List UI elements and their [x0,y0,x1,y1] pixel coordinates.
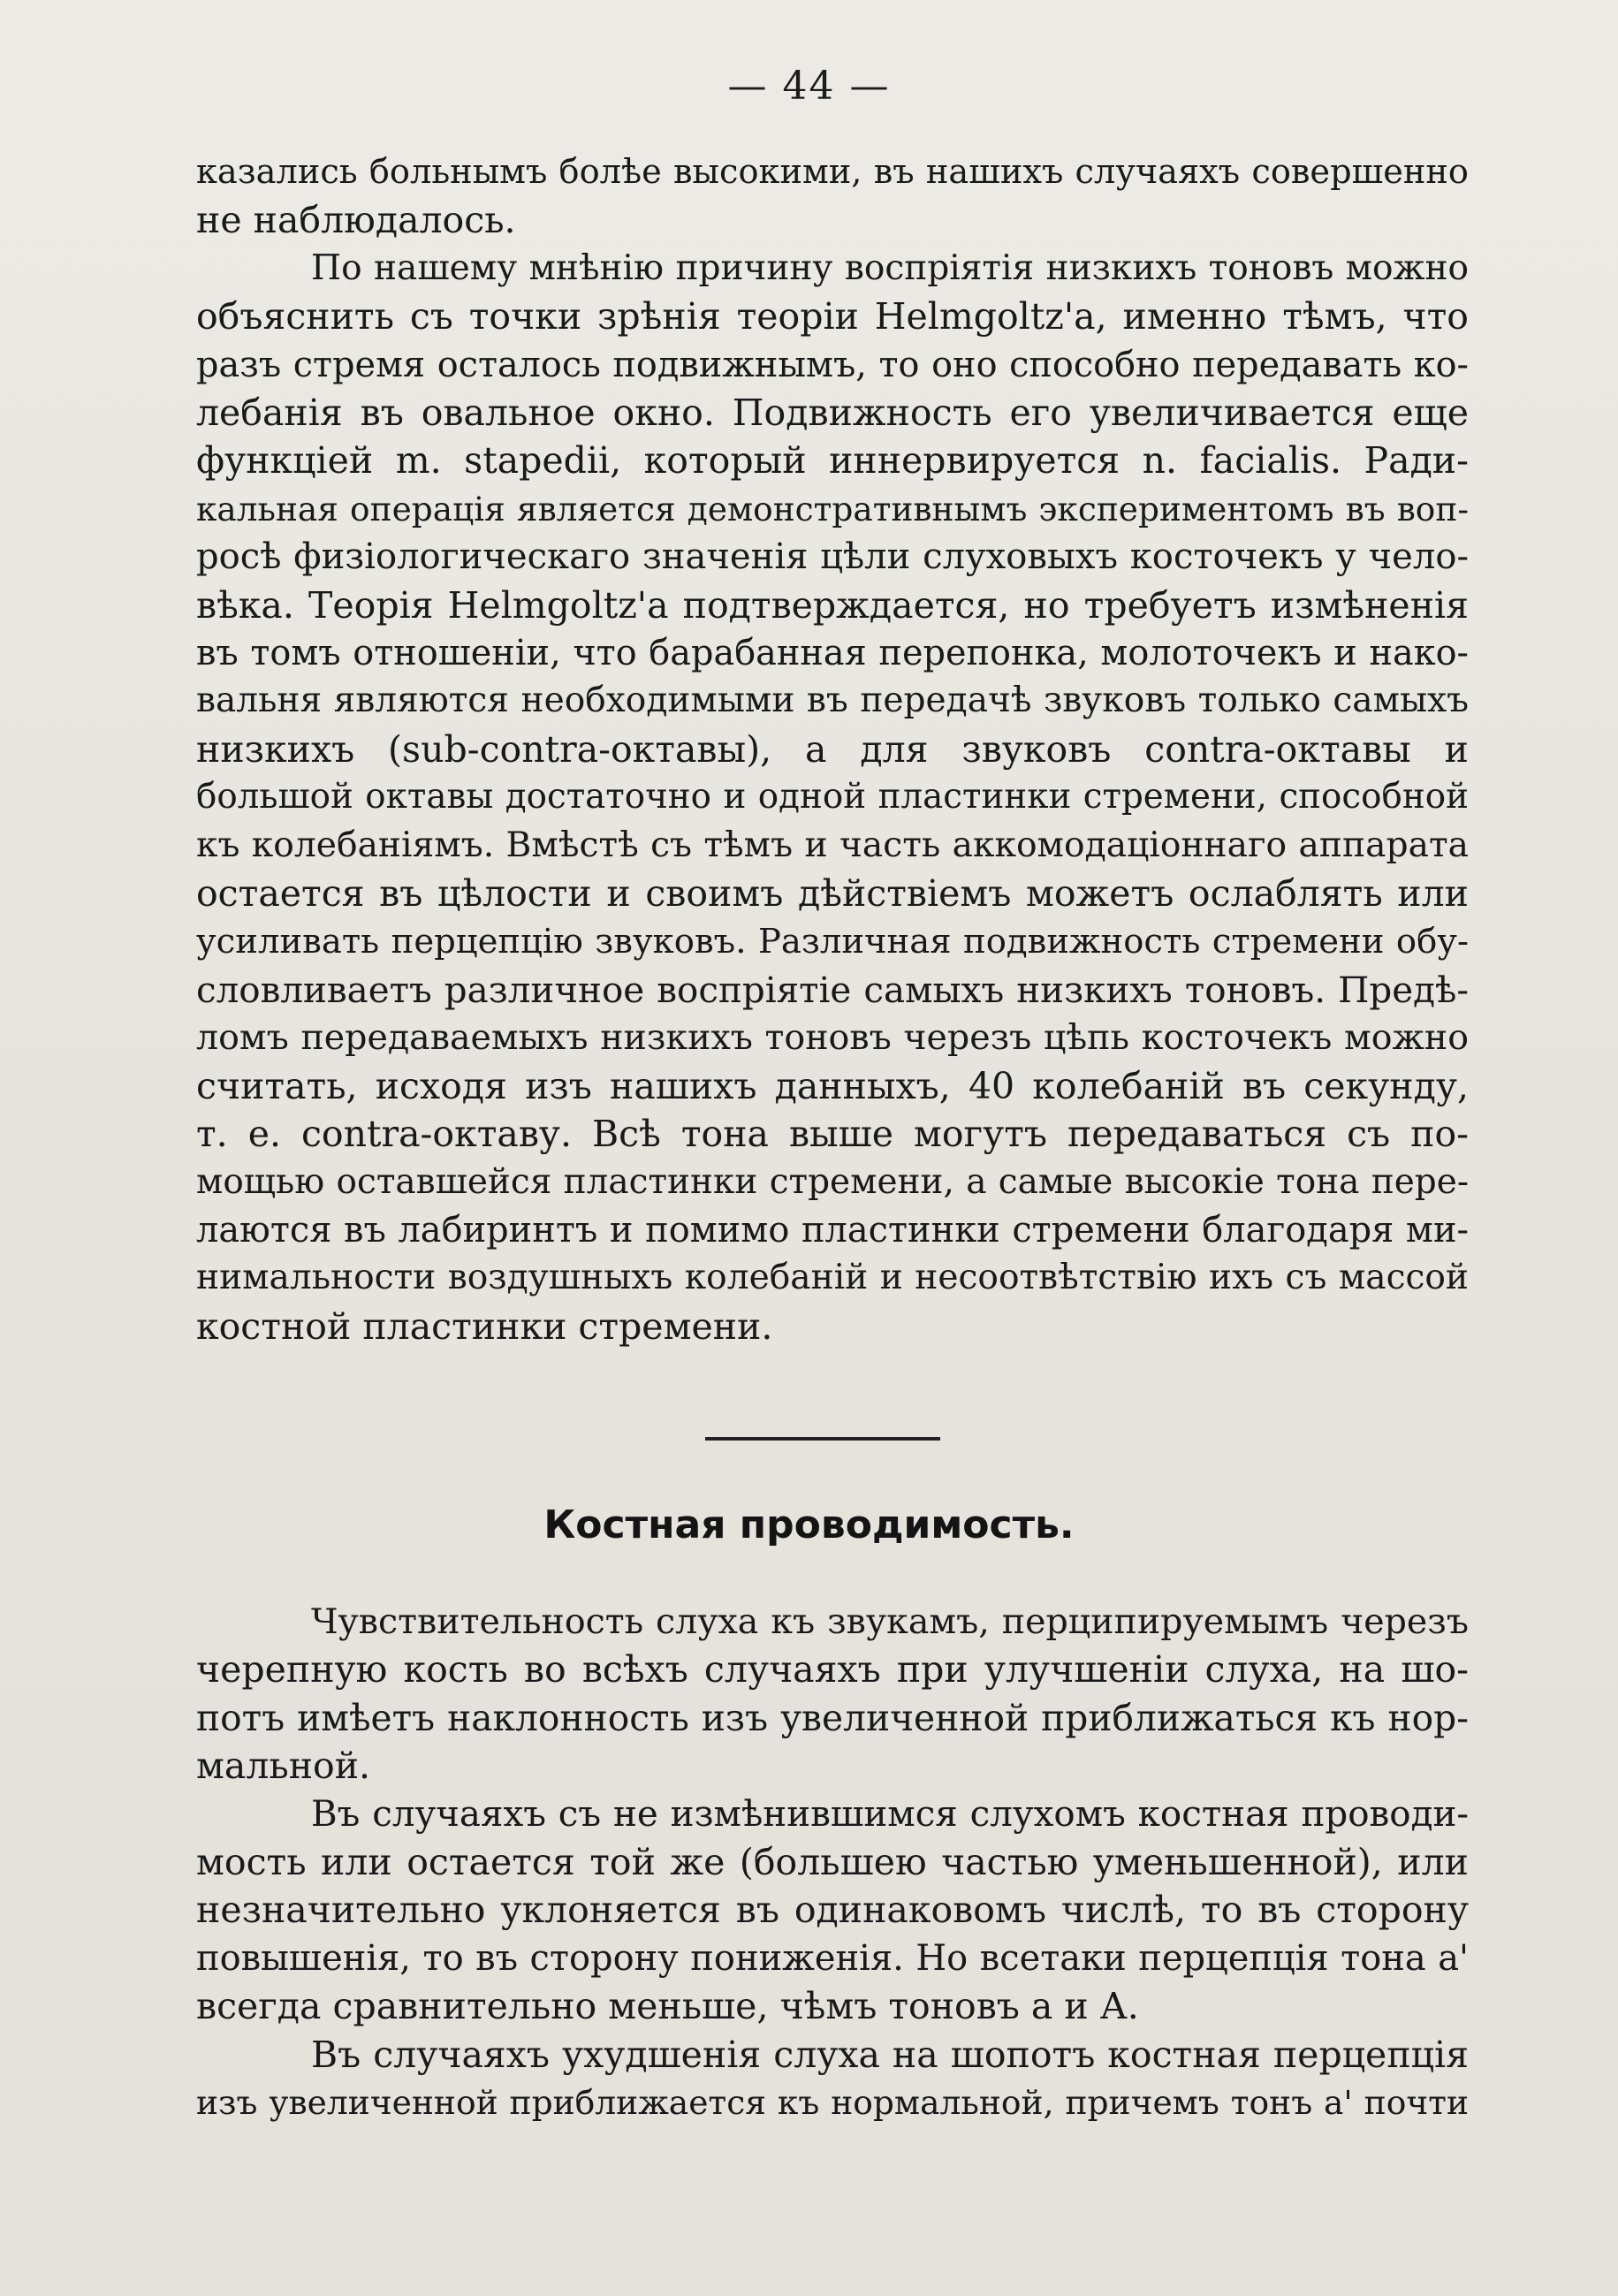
text-line: лаются въ лабиринтъ и помимо пластинки стремени благодаря ми- [196,1209,1469,1251]
text-line: вѣка. Теорія Helmgoltz'а подтверждается, но требуетъ измѣненія [196,583,1469,627]
text-line: Въ случаяхъ съ не измѣнившимся слухомъ костная проводи- [311,1792,1469,1835]
text-line: изъ увеличенной приближается къ нормальной, причемъ тонъ а' почти [196,2083,1469,2123]
text-line: мальной. [196,1745,371,1788]
body-text-section-1 [196,148,1469,1350]
text-line: въ томъ отношеніи, что барабанная перепонка, молоточекъ и нако- [196,633,1469,674]
text-line: потъ имѣетъ наклонность изъ увеличенной приближаться къ нор- [196,1696,1469,1739]
text-line: объяснить съ точки зрѣнія теоріи Helmgoltz'а, именно тѣмъ, что [196,295,1469,338]
text-line: вальня являются необходимыми въ передачѣ звуковъ только самыхъ [196,680,1469,721]
text-line: росѣ физіологическаго значенія цѣли слуховыхъ косточекъ у чело- [196,536,1469,578]
text-line: костной пластинки стремени. [196,1304,773,1348]
text-line: мощью оставшейся пластинки стремени, а самые высокіе тона пере- [196,1161,1469,1202]
text-line: словливаетъ различное воспріятіе самыхъ низкихъ тоновъ. Предѣ- [196,968,1469,1011]
text-line: казались больнымъ болѣе высокими, въ нашихъ случаяхъ совершенно [196,152,1469,192]
text-line: функціей m. stapedii, который иннервируется n. facialis. Ради- [196,439,1469,483]
page-number: — 44 — [727,64,891,109]
text-line: ломъ передаваемыхъ низкихъ тоновъ черезъ цѣпь косточекъ можно [196,1017,1469,1059]
text-line: большой октавы достаточно и одной пластинки стремени, способной [196,777,1469,817]
text-line: считать, исходя изъ нашихъ данныхъ, 40 колебаній въ секунду, [196,1064,1469,1107]
text-line: разъ стремя осталось подвижнымъ, то оно способно передавать ко- [196,344,1469,385]
text-line: повышенія, то въ сторону пониженія. Но всетаки перцепція тона а' [196,1937,1469,1979]
body-text-section-2 [196,1598,1469,2126]
text-line: нимальности воздушныхъ колебаній и несоотвѣтствію ихъ съ массой [196,1258,1469,1298]
text-line: не наблюдалось. [196,199,516,242]
text-line: черепную кость во всѣхъ случаяхъ при улучшеніи слуха, на шо- [196,1648,1469,1692]
text-line: остается въ цѣлости и своимъ дѣйствіемъ можетъ ослаблять или [196,872,1469,916]
section-divider [705,1437,940,1441]
section-heading: Костная проводимость. [543,1502,1075,1547]
text-line: По нашему мнѣнію причину воспріятія низкихъ тоновъ можно [311,247,1469,288]
text-line: т. е. contra-октаву. Всѣ тона выше могутъ передаваться съ по- [196,1113,1469,1156]
text-line: Чувствительность слуха къ звукамъ, перципируемымъ черезъ [311,1601,1469,1642]
text-line: низкихъ (sub-contra-октавы), а для звуковъ contra-октавы и [196,727,1469,771]
text-line: незначительно уклоняется въ одинаковомъ числѣ, то въ сторону [196,1889,1469,1932]
text-line: мость или остается той же (большею частью уменьшенной), или [196,1841,1469,1884]
text-line: лебанія въ овальное окно. Подвижность его увеличивается еще [196,392,1469,435]
text-line: къ колебаніямъ. Вмѣстѣ съ тѣмъ и часть аккомодаціоннаго аппарата [196,825,1469,865]
text-line: всегда сравнительно меньше, чѣмъ тоновъ а и А. [196,1985,1139,2028]
text-line: усиливать перцепцію звуковъ. Различная подвижность стремени обу- [196,921,1469,962]
text-line: кальная операція является демонстративнымъ экспериментомъ въ воп- [196,489,1469,528]
text-line: Въ случаяхъ ухудшенія слуха на шопотъ костная перцепція [311,2033,1469,2076]
